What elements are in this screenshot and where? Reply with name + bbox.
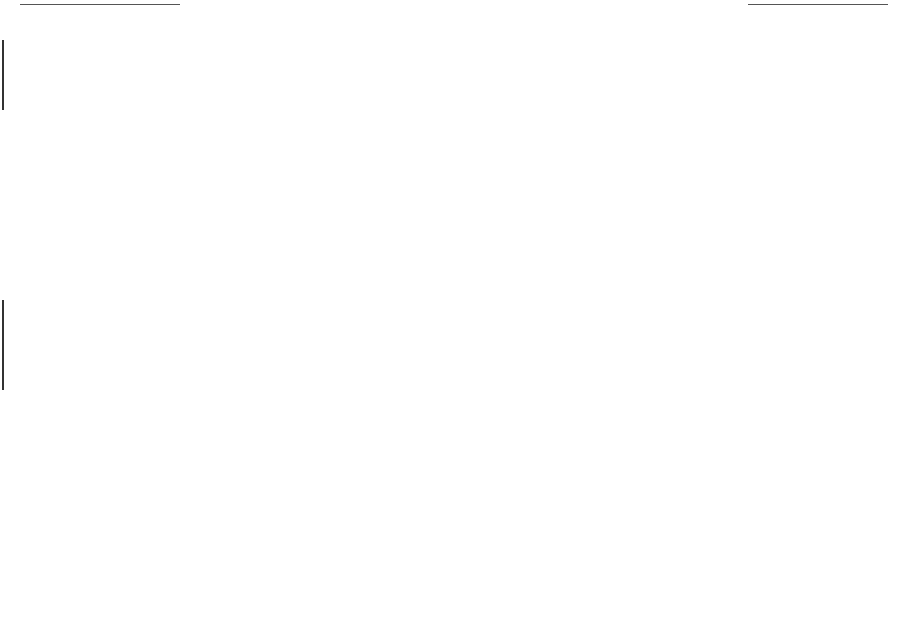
header-rule-right — [748, 4, 888, 5]
scan-edge-mark — [2, 40, 4, 110]
scan-edge-mark — [2, 300, 4, 390]
header-rule-left — [20, 4, 180, 5]
